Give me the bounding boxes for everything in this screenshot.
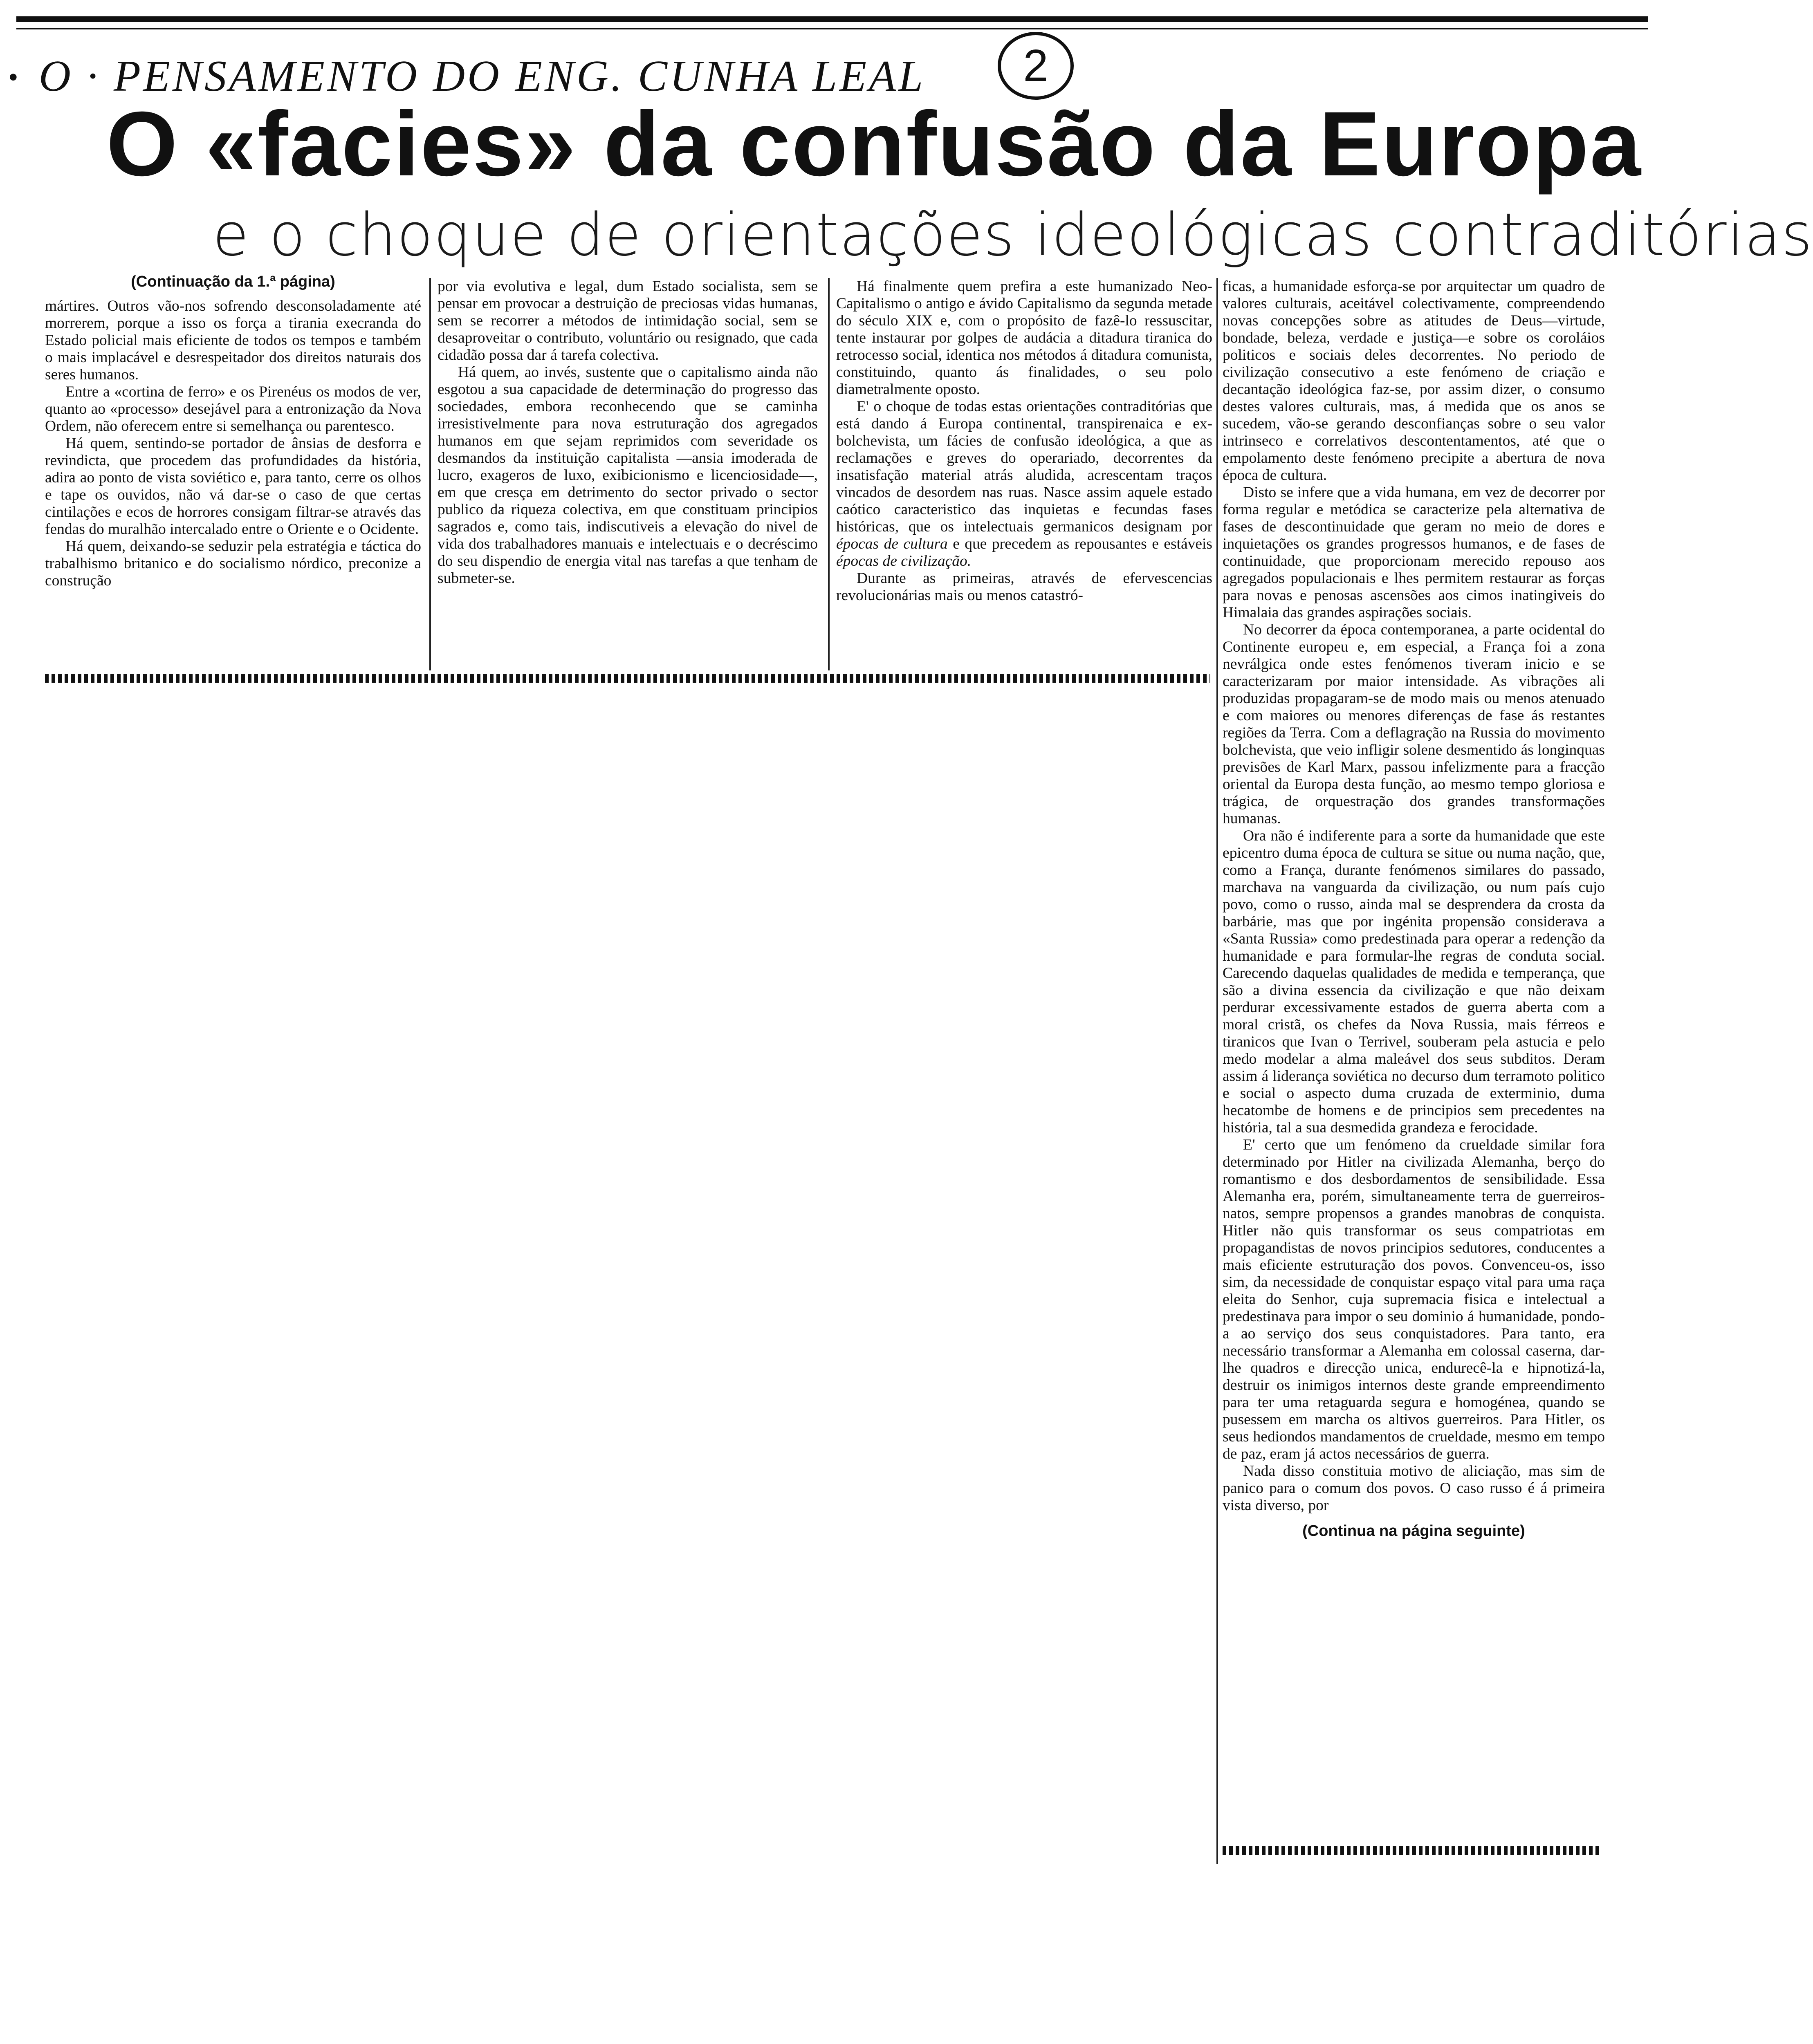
column-3-text: E' o choque de todas estas orientações contraditórias que está dando á Europa continental, transpirenaica e ex-bolchevista, um fácies de confusão ideológica, a que as reclamações e greves do operariado, decorrentes da insatisfação material atrás aludida, acrescentam traços vincados de desordem nas ruas. Nasce assim aquele estado caótico caracteristico das inquietas e fecundas fases históricas, que os intelectuais germanicos designam por: [836, 398, 1212, 535]
top-rule-thin: [16, 28, 1648, 29]
column-2-paragraph: por via evolutiva e legal, dum Estado socialista, sem se pensar em provocar a destruição de preciosas vidas humanas, sem se recorrer a métodos de intimidação social, sem se desaproveitar o contributo, voluntário ou resignado, que cada cidadão possa dar á tarefa colectiva.: [438, 278, 818, 363]
page-number: 2: [998, 32, 1074, 100]
column-2-paragraph: Há quem, ao invés, sustente que o capitalismo ainda não esgotou a sua capacidade de determinação do progresso das sociedades, embora reconhecendo que se caminha irresistivelmente para nova estruturação dos agregados humanos em que sejam reprimidos com severidade os desmandos da instituição capitalista —ansia imoderada de lucro, exageros de luxo, exibicionismo e licenciosidade—, em que cresça em detrimento do sector privado o sector publico da riqueza colectiva, em que constituam principios sagrados e, como tais, indiscutiveis a elevação do nivel de vida dos trabalhadores manuais e intelectuais e o decréscimo do seu dispendio de energia vital nas tarefas a que tenham de submeter-se.: [438, 364, 818, 587]
column-4-paragraph: E' certo que um fenómeno da crueldade similar fora determinado por Hitler na civilizada Alemanha, berço do romantismo e dos desbordamentos de sensibilidade. Essa Alemanha era, porém, simultaneamente terra de guerreiros-natos, sempre propensos a grandes manobras de conquista. Hitler não quis transformar os seus compatriotas em propagandistas de novos principios sedutores, conducentes a mais eficiente estruturação dos povos. Convenceu-os, isso sim, da necessidade de conquistar espaço vital para uma raça eleita do Senhor, cuja supremacia fisica e intelectual a predestinava para impor o seu dominio á humanidade, pondo-a ao serviço dos seus conquistadores. Para tanto, era necessário transformar a Alemanha em colossal caserna, dar-lhe quadros e direcção unica, endurecê-la e hipnotizá-la, destruir os inimigos internos deste grande empreendimento para ter uma retaguarda segura e homogénea, quando se pusessem em marcha os altivos guerreiros. Para Hitler, os seus hediondos mandamentos de crueldade, mesmo em tempo de paz, eram já actos necessários de guerra.: [1223, 1136, 1605, 1462]
column-1: [45, 273, 421, 589]
kicker-bullet: •: [8, 62, 18, 93]
term-epocas-de-civilizacao: épocas de civilização.: [836, 553, 972, 569]
column-4-paragraph: Ora não é indiferente para a sorte da humanidade que este epicentro duma época de cultura se situe ou numa nação, que, como a França, durante fenómenos similares do passado, marchava na vanguarda da civilização, ou num país cujo povo, como o russo, ainda mal se desprendera da crosta da barbárie, mas que por ingénita propensão considerava a «Santa Russia» como predestinada para operar a redenção da humanidade e para formular-lhe regras de conduta social. Carecendo daquelas qualidades de medida e temperança, que são a divina essencia da civilização e que não deixam perdurar excessivamente estados de guerra aberta com a moral cristã, os chefes da Nova Russia, mais férreos e tiranicos que Ivan o Terrivel, souberam pela astucia e pelo medo modelar a alma maleável dos seus subditos. Deram assim á liderança soviética no decurso dum terramoto politico e social o aspecto duma cruzada de exterminio, duma hecatombe de homens e de principios sem precedentes na história, tal a sua desmedida grandeza e ferocidade.: [1223, 827, 1605, 1136]
term-epocas-de-cultura: épocas de cultura: [836, 536, 948, 552]
column-3-paragraph: Durante as primeiras, através de efervescencias revolucionárias mais ou menos catastró-: [836, 570, 1212, 604]
columns-bottom-rule: [45, 674, 1210, 683]
column-3-paragraph: Há finalmente quem prefira a este humanizado Neo-Capitalismo o antigo e ávido Capitalismo da segunda metade do século XIX e, com o propósito de fazê-lo ressuscitar, tente instaurar por golpes de audácia a ditadura tiranica do retrocesso social, identica nos métodos á ditadura comunista, constituindo, quanto ás finalidades, o seu polo diametralmente oposto.: [836, 278, 1212, 398]
column-4-paragraph: ficas, a humanidade esforça-se por arquitectar um quadro de valores culturais, aceitável colectivamente, compreendendo novas concepções sobre as atitudes de Deus—virtude, bondade, beleza, verdade e justiça—e sobre os coroláios politicos e sociais deles decorrentes. No periodo de civilização consecutivo a este fenómeno de criação e decantação ideológica faz-se, por assim dizer, o consumo destes valores culturais, mas, á medida que os anos se sucedem, vão-se gerando desconfianças sobre o seu valor intrinseco e correlativos descontentamentos, até que o empolamento deste fenómeno precipite a abertura de nova época de cultura.: [1223, 278, 1605, 484]
column-3-text: e que precedem as repousantes e estáveis: [953, 536, 1213, 552]
column-3: [836, 278, 1212, 604]
article-kicker: O · PENSAMENTO DO ENG. CUNHA LEAL: [39, 52, 926, 101]
column-1-paragraph: Entre a «cortina de ferro» e os Pirenéus os modos de ver, quanto ao «processo» desejável para a entronização da Nova Ordem, não oferecem entre si semelhança ou parentesco.: [45, 383, 421, 435]
continues-label: (Continua na página seguinte): [1302, 1522, 1525, 1540]
column-divider: [429, 278, 431, 670]
column-4-paragraph: No decorrer da época contemporanea, a parte ocidental do Continente europeu e, em especial, a França foi a zona nevrálgica onde estes fenómenos tiveram inicio e se caracterizaram por maior intensidade. As vibrações ali produzidas propagaram-se de modo mais ou menos atenuado e com maiores ou menores diferenças de fase ás restantes regiões da Terra. Com a deflagração na Russia do movimento bolchevista, que veio infligir solene desmentido ás longinquas previsões de Karl Marx, passou infelizmente para a fracção oriental da Europa desta função, ao mesmo tempo gloriosa e trágica, de orquestração dos grandes transformações humanas.: [1223, 621, 1605, 827]
continuation-label: (Continuação da 1.ª página): [131, 273, 335, 290]
column-3-paragraph: [836, 398, 1212, 570]
column-4-bottom-rule: [1223, 1846, 1599, 1855]
headline: O «facies» da confusão da Europa: [106, 93, 1642, 195]
column-4-paragraph: Nada disso constituia motivo de aliciação, mas sim de panico para o comum dos povos. O caso russo é á primeira vista diverso, por: [1223, 1463, 1605, 1514]
subtitle: e o choque de orientações ideológicas contraditórias: [213, 200, 1813, 269]
column-1-paragraph: mártires. Outros vão-nos sofrendo desconsoladamente até morrerem, porque a isso os força a tirania execranda do Estado policial mais eficiente de todos os tempos e também o mais implacável e desrespeitador dos direitos naturais dos seres humanos.: [45, 298, 421, 383]
top-rule-thick: [16, 16, 1648, 22]
column-divider: [1216, 278, 1218, 1864]
column-divider: [828, 278, 830, 670]
column-4: [1223, 278, 1605, 1540]
column-2: [438, 278, 818, 587]
column-1-paragraph: Há quem, sentindo-se portador de ânsias de desforra e revindicta, que procedem das profundidades da história, adira ao ponto de vista soviético e, para tanto, cerre os olhos e tape os ouvidos, não vá dar-se o caso de que certas cintilações e ecos de horrores consigam filtrar-se através das fendas do muralhão intercalado entre o Oriente e o Ocidente.: [45, 435, 421, 538]
column-4-paragraph: Disto se infere que a vida humana, em vez de decorrer por forma regular e metódica se caracterize pela alternativa de fases de descontinuidade que geram no meio de dores e inquietações os grandes progressos humanos, e de fases de continuidade, que proporcionam merecido repouso aos agregados populacionais e lhes permitem restaurar as forças para novas e penosas ascensões aos cimos inatingiveis do Himalaia das grandes aspirações sociais.: [1223, 484, 1605, 621]
column-1-paragraph: Há quem, deixando-se seduzir pela estratégia e táctica do trabalhismo britanico e do socialismo nórdico, preconize a construção: [45, 538, 421, 589]
